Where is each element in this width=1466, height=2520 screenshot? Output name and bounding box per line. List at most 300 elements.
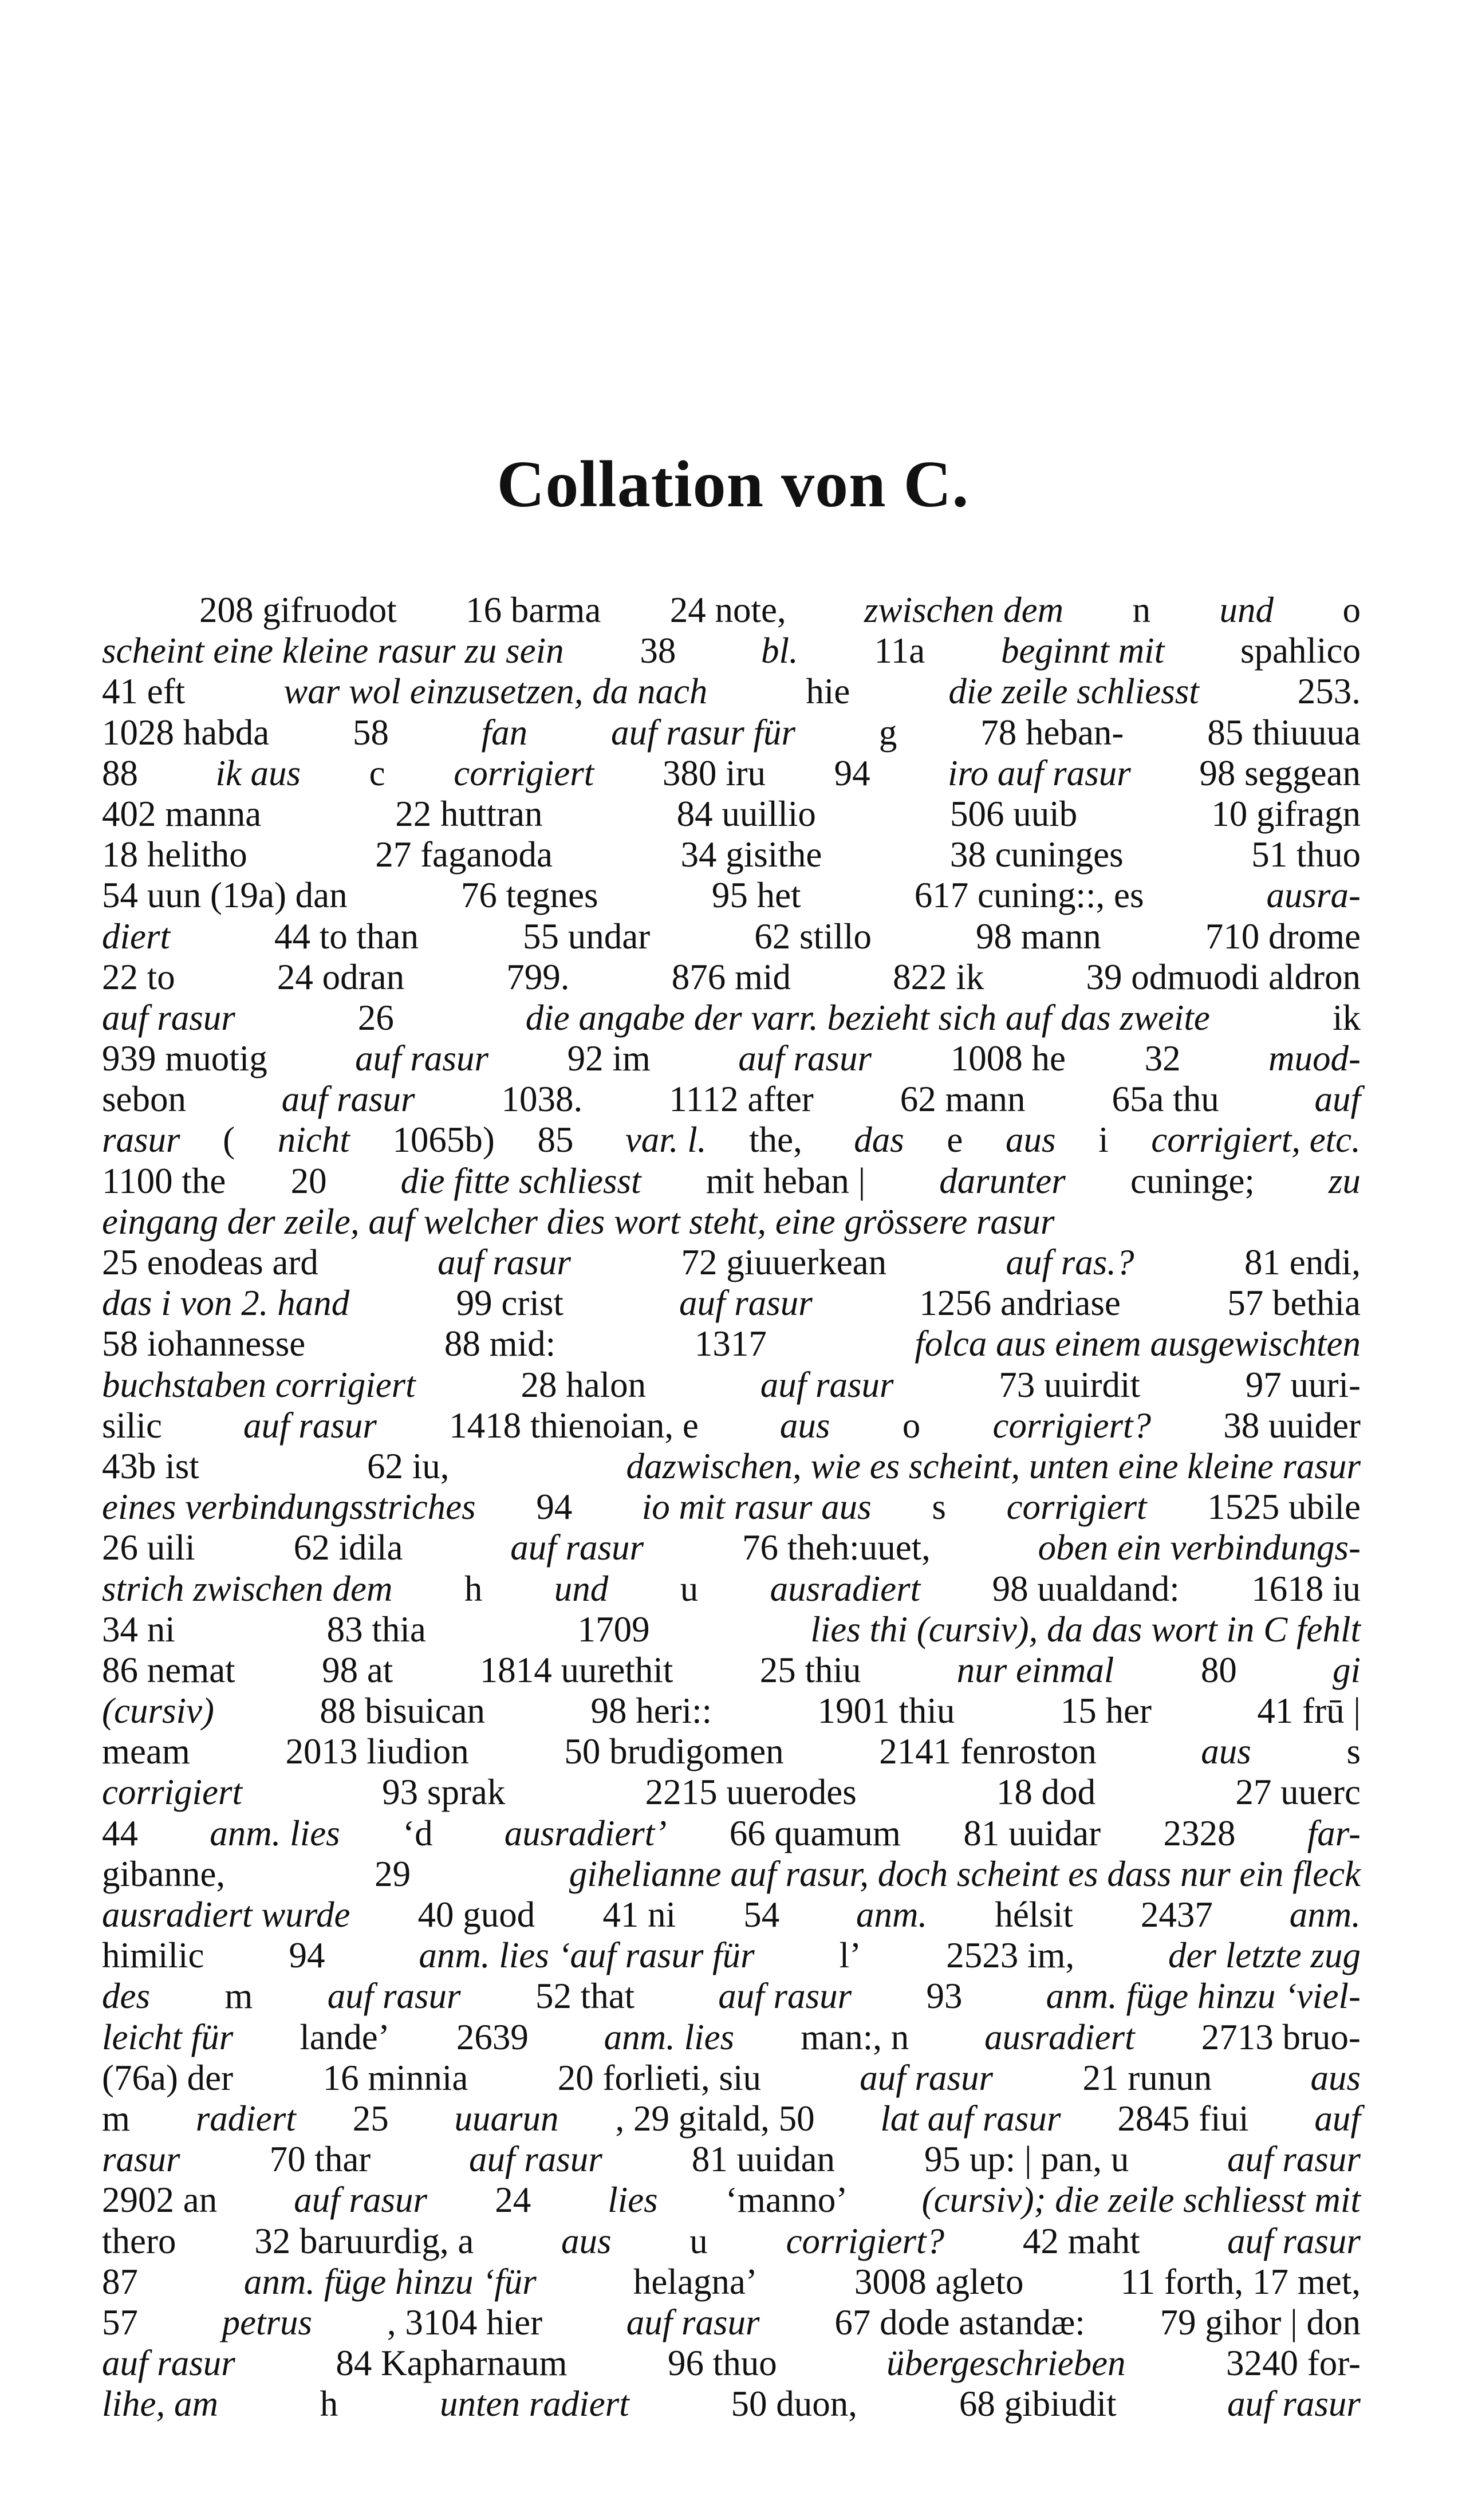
text-segment: 822 ik (893, 956, 984, 997)
text-segment: übergeschrieben (886, 2343, 1126, 2384)
text-segment: 65a thu (1112, 1079, 1228, 1120)
text-segment: der letzte zug (1168, 1935, 1361, 1976)
text-segment: s (932, 1487, 946, 1527)
text-line (102, 1405, 1361, 1446)
text-segment: anm. lies (604, 2017, 735, 2057)
text-segment: 92 im (567, 1038, 660, 1079)
text-segment: 98 seggean (1199, 753, 1361, 793)
text-segment: 62 idila (293, 1527, 412, 1568)
text-segment: auf rasur (243, 1405, 377, 1446)
text-segment: 86 nemat (102, 1649, 235, 1690)
text-segment: 10 gifragn (1211, 793, 1361, 834)
text-segment: meam (102, 1731, 190, 1772)
text-segment: 11 forth, 17 met, (1120, 2261, 1361, 2302)
text-segment: 2523 im, (946, 1935, 1083, 1976)
text-segment: 81 endi, (1244, 1242, 1361, 1282)
text-line (102, 2221, 1361, 2262)
text-segment: 28 halon (521, 1364, 655, 1405)
text-segment: ausra- (1266, 875, 1361, 916)
text-segment: 15 her (1060, 1691, 1152, 1731)
text-segment: 62 iu, (367, 1446, 459, 1486)
text-line (102, 2302, 1361, 2343)
text-segment: silic (102, 1405, 171, 1446)
text-segment: auf rasur (355, 1038, 488, 1079)
text-line (102, 1283, 1361, 1324)
text-line (102, 1650, 1361, 1691)
text-segment: 27 faganoda (375, 834, 553, 875)
text-line (102, 631, 1361, 671)
text-segment: lande’ (299, 2017, 390, 2057)
text-segment: g (878, 712, 897, 753)
text-line (102, 1691, 1361, 1731)
text-segment: 25 (352, 2098, 398, 2139)
text-segment: 34 ni (102, 1609, 175, 1649)
text-segment: 81 uuidar (963, 1813, 1101, 1853)
text-segment: 1008 he (950, 1038, 1066, 1079)
text-segment: 1256 andriase (919, 1283, 1121, 1324)
text-segment: 88 mid: (444, 1324, 556, 1364)
text-segment: 2713 bruo- (1201, 2017, 1361, 2057)
text-segment: anm. lies ‘auf rasur für (419, 1935, 755, 1976)
text-segment: 57 (102, 2302, 147, 2342)
text-segment: ausradiert wurde (102, 1895, 350, 1935)
text-line (102, 1120, 1361, 1160)
text-line (102, 1487, 1361, 1527)
text-segment: 20 forlieti, siu (557, 2057, 770, 2098)
text-segment: s (1346, 1731, 1361, 1772)
text-segment: thero (102, 2220, 176, 2261)
text-segment: auf rasur (510, 1527, 644, 1568)
text-segment: 1525 ubile (1207, 1487, 1361, 1527)
text-segment: auf rasur (626, 2302, 760, 2342)
text-segment: lat auf rasur (880, 2098, 1061, 2139)
text-segment: helagna’ (633, 2261, 758, 2302)
text-segment: auf rasur (102, 2343, 235, 2384)
text-segment: 58 (353, 712, 398, 753)
text-segment: 2141 fenroston (879, 1731, 1106, 1772)
text-segment: rasur (102, 2139, 180, 2180)
text-segment: auf rasur (679, 1283, 813, 1324)
text-segment: , 29 gitald, 50 (615, 2098, 824, 2139)
text-segment: 16 minnia (322, 2057, 468, 2098)
text-segment: 98 heri:: (590, 1691, 712, 1731)
text-segment: spahlico (1240, 631, 1361, 671)
text-segment: 57 bethia (1227, 1283, 1361, 1324)
text-segment: das (854, 1120, 904, 1160)
text-segment: l’ (839, 1935, 862, 1976)
text-segment: 1065b) (392, 1120, 495, 1160)
text-segment: strich zwischen dem (102, 1568, 393, 1609)
text-line (102, 1609, 1361, 1650)
text-segment: h (320, 2384, 338, 2424)
text-segment: 1112 after (669, 1079, 814, 1120)
text-segment: 51 thuo (1251, 834, 1361, 875)
text-segment: 1901 thiu (817, 1691, 955, 1731)
text-line (102, 1365, 1361, 1405)
text-segment: 16 barma (466, 590, 601, 630)
text-segment: gibanne, (102, 1853, 226, 1894)
text-segment: sebon (102, 1079, 195, 1120)
text-segment: 98 uualdand: (992, 1568, 1180, 1609)
text-line (102, 2343, 1361, 2384)
text-segment: 68 gibiudit (959, 2384, 1126, 2424)
text-segment: u (680, 1568, 699, 1609)
text-segment: rasur (102, 1120, 180, 1160)
text-segment: io mit rasur aus (641, 1487, 872, 1527)
text-segment: 52 that (535, 1976, 644, 2017)
text-segment: eines verbindungsstriches (102, 1487, 476, 1527)
text-segment: 11a (874, 631, 925, 671)
text-line (102, 2262, 1361, 2302)
text-segment: auf rasur (327, 1976, 461, 2017)
text-segment: anm. lies (210, 1813, 340, 1853)
text-segment: corrigiert? (992, 1405, 1151, 1446)
text-segment: ausradiert (770, 1568, 921, 1609)
text-segment: 38 cuninges (949, 834, 1124, 875)
text-line (102, 1976, 1361, 2017)
text-segment: i (1098, 1120, 1109, 1160)
text-segment: 1418 thienoian, e (449, 1405, 708, 1446)
text-segment: 2845 fiui (1117, 2098, 1258, 2139)
text-segment: 42 maht (1022, 2220, 1149, 2261)
text-segment: , 3104 hier (387, 2302, 551, 2342)
text-segment: o (902, 1405, 921, 1446)
text-segment: m (224, 1976, 253, 2017)
text-segment: 2437 (1140, 1895, 1222, 1935)
text-segment: 26 uili (102, 1527, 195, 1568)
text-segment: (cursiv) (102, 1691, 214, 1731)
text-segment: 22 huttran (395, 793, 543, 834)
text-segment: 21 runun (1082, 2057, 1221, 2098)
text-segment: 38 uuider (1223, 1405, 1361, 1446)
text-segment: 38 (640, 631, 685, 671)
text-line (102, 712, 1361, 753)
text-segment: 55 undar (523, 916, 651, 956)
text-segment: n (1132, 590, 1151, 630)
text-line (102, 590, 1361, 631)
text-segment: uuarun (454, 2098, 559, 2139)
text-segment: 617 cuning::, es (914, 875, 1153, 916)
text-segment: aus (1201, 1731, 1251, 1772)
text-line (102, 1935, 1361, 1976)
text-segment: 41 ni (602, 1895, 676, 1935)
text-line (102, 1569, 1361, 1609)
text-segment: 939 muotig (102, 1038, 277, 1079)
text-segment: 88 (102, 753, 147, 793)
text-segment: 1618 iu (1251, 1568, 1361, 1609)
text-line (102, 753, 1361, 794)
text-segment: aus (1310, 2057, 1361, 2098)
text-segment: 1038. (501, 1079, 583, 1120)
text-segment: ( (223, 1120, 235, 1160)
text-line (102, 916, 1361, 957)
text-line (102, 671, 1361, 712)
text-segment: leicht für (102, 2017, 234, 2057)
text-segment: 26 (357, 997, 403, 1038)
text-segment: 94 (834, 753, 880, 793)
text-segment: 24 odran (277, 956, 405, 997)
text-segment: (cursiv); die zeile schliesst mit (921, 2180, 1361, 2220)
text-segment: 80 (1200, 1649, 1246, 1690)
text-segment: die zeile schliesst (948, 671, 1199, 712)
text-segment: 58 iohannesse (102, 1324, 306, 1364)
text-segment: gi (1332, 1649, 1361, 1690)
text-segment: 94 (289, 1935, 334, 1976)
text-segment: 24 note, (669, 590, 795, 630)
text-line (102, 875, 1361, 916)
text-segment: ausradiert’ (504, 1813, 667, 1853)
text-segment: 208 gifruodot (199, 590, 397, 630)
text-segment: 25 thiu (759, 1649, 870, 1690)
text-segment: 3240 for- (1226, 2343, 1361, 2384)
text-segment: 98 mann (976, 916, 1101, 956)
text-line (102, 2098, 1361, 2139)
text-segment: 41 eft (102, 671, 186, 712)
text-segment: auf rasur (1227, 2139, 1361, 2180)
text-segment: corrigiert (1006, 1487, 1147, 1527)
text-segment: 76 theh:uuet, (742, 1527, 940, 1568)
text-segment: auf rasur (438, 1242, 571, 1282)
text-segment: 20 (290, 1160, 336, 1201)
text-segment: 43b ist (102, 1446, 199, 1486)
text-segment: 1028 habda (102, 712, 270, 753)
text-segment: corrigiert, etc. (1151, 1120, 1361, 1160)
text-segment: 710 drome (1205, 916, 1361, 956)
text-segment: 62 stillo (754, 916, 872, 956)
text-segment: das i von 2. hand (102, 1283, 350, 1324)
text-line (102, 2384, 1361, 2424)
text-segment: mit heban | (706, 1160, 875, 1201)
text-segment: 44 (102, 1813, 147, 1853)
text-segment: auf rasur (860, 2057, 994, 2098)
text-segment: 87 (102, 2261, 147, 2302)
text-segment: h (464, 1568, 483, 1609)
text-segment: zu (1328, 1160, 1361, 1201)
text-line (102, 1446, 1361, 1487)
text-segment: 18 helitho (102, 834, 247, 875)
text-segment: 799. (506, 956, 570, 997)
text-segment: und (554, 1568, 609, 1609)
text-line (102, 1079, 1361, 1120)
text-segment: 84 Kapharnaum (336, 2343, 568, 2384)
text-segment: buchstaben corrigiert (102, 1364, 416, 1405)
text-segment: auf (1314, 2098, 1361, 2139)
text-segment: 1709 (577, 1609, 659, 1649)
text-segment: 27 uuerc (1235, 1772, 1361, 1813)
text-line (102, 1527, 1361, 1568)
text-segment: aus (561, 2220, 612, 2261)
text-segment: beginnt mit (1000, 631, 1165, 671)
text-segment: scheint eine kleine rasur zu sein (102, 631, 564, 671)
text-segment: 44 to than (274, 916, 419, 956)
text-segment: 99 crist (456, 1283, 573, 1324)
text-segment: ‘manno’ (725, 2180, 854, 2220)
text-line (102, 957, 1361, 998)
text-segment: 93 sprak (382, 1772, 506, 1813)
text-segment: auf rasur (1227, 2220, 1361, 2261)
text-segment: 402 manna (102, 793, 262, 834)
text-segment: aus (1005, 1120, 1056, 1160)
text-segment: 39 odmuodi aldron (1086, 956, 1361, 997)
text-segment: cuninge; (1130, 1160, 1264, 1201)
text-segment: 253. (1297, 671, 1361, 712)
text-segment: 85 (537, 1120, 583, 1160)
text-segment: 81 uuidan (691, 2139, 836, 2180)
text-segment: dazwischen, wie es scheint, unten eine kleine rasur (626, 1446, 1361, 1486)
text-segment: 62 mann (900, 1079, 1026, 1120)
text-segment: 1100 the (102, 1160, 226, 1201)
text-segment: 78 heban- (980, 712, 1124, 753)
text-segment: 50 duon, (731, 2384, 858, 2424)
text-segment: auf rasur (1227, 2384, 1361, 2424)
text-segment: oben ein verbindungs- (1038, 1527, 1361, 1568)
text-segment: nicht (277, 1120, 350, 1160)
text-segment: 25 enodeas ard (102, 1242, 328, 1282)
text-segment: 97 uuri- (1245, 1364, 1361, 1405)
text-segment: aus (779, 1405, 830, 1446)
text-segment: ‘d (403, 1813, 442, 1853)
text-segment: 22 to (102, 956, 175, 997)
text-segment: auf rasur (102, 997, 235, 1038)
text-segment: bl. (760, 631, 798, 671)
text-segment: folca aus einem ausgewischten (915, 1324, 1361, 1364)
text-line (102, 834, 1361, 875)
text-segment: 3008 agleto (854, 2261, 1024, 2302)
text-segment: unten radiert (440, 2384, 629, 2424)
text-segment: auf rasur (760, 1364, 894, 1405)
text-segment: fan (481, 712, 528, 753)
text-segment: 93 (926, 1976, 972, 2017)
text-segment: e (947, 1120, 963, 1160)
text-segment: diert (102, 916, 170, 956)
text-segment: 95 up: | pan, u (924, 2139, 1138, 2180)
text-segment: gihelianne auf rasur, doch scheint es dass nur ein fleck (569, 1853, 1361, 1894)
text-segment: man:, n (801, 2017, 918, 2057)
text-segment: o (1342, 590, 1361, 630)
text-segment: auf rasur (469, 2139, 602, 2180)
text-segment: 84 uuillio (676, 793, 816, 834)
text-segment: auf rasur für (610, 712, 796, 753)
text-segment: 18 dod (996, 1772, 1096, 1813)
text-line (102, 1202, 1361, 1242)
text-segment: 1317 (694, 1324, 776, 1364)
text-line (102, 1813, 1361, 1854)
text-segment: radiert (195, 2098, 296, 2139)
text-segment: lies thi (cursiv), da das wort in C fehlt (810, 1609, 1361, 1649)
text-segment: 506 uuib (949, 793, 1078, 834)
text-segment: auf ras.? (1006, 1242, 1134, 1282)
text-segment: auf rasur (738, 1038, 872, 1079)
text-line (102, 2058, 1361, 2098)
text-segment: 1814 uurethit (479, 1649, 673, 1690)
collation-text (102, 590, 1361, 2424)
text-segment: hie (806, 671, 850, 712)
text-segment: 72 giuuerkean (681, 1242, 896, 1282)
text-segment: m (102, 2098, 139, 2139)
text-segment: war wol einzusetzen, da nach (283, 671, 708, 712)
text-segment: 2215 uuerodes (645, 1772, 857, 1813)
text-segment: iro auf rasur (948, 753, 1131, 793)
text-segment: anm. füge hinzu ‘viel- (1046, 1976, 1361, 2017)
text-segment: 88 bisuican (320, 1691, 486, 1731)
text-segment: 380 iru (662, 753, 766, 793)
text-line (102, 1161, 1361, 1202)
text-segment: nur einmal (956, 1649, 1114, 1690)
text-segment: 76 tegnes (460, 875, 598, 916)
text-segment: u (689, 2220, 708, 2261)
text-segment: 2902 an (102, 2180, 226, 2220)
page-title: Collation von C. (496, 448, 970, 521)
text-segment: the, (749, 1120, 811, 1160)
text-segment: auf rasur (718, 1976, 852, 2017)
text-segment: petrus (222, 2302, 313, 2342)
text-segment: hélsit (995, 1895, 1073, 1935)
text-line (102, 2180, 1361, 2220)
text-line (102, 998, 1361, 1038)
text-segment: ik aus (215, 753, 301, 793)
text-segment: var. l. (625, 1120, 707, 1160)
text-segment: 73 uuirdit (999, 1364, 1141, 1405)
text-segment: 34 gisithe (680, 834, 822, 875)
text-segment: die angabe der varr. bezieht sich auf das zweite (525, 997, 1210, 1038)
text-line (102, 794, 1361, 834)
text-segment: 2639 (456, 2017, 538, 2057)
text-segment: 95 het (711, 875, 801, 916)
text-segment: lihe, am (102, 2384, 218, 2424)
text-segment: anm. füge hinzu ‘für (243, 2261, 537, 2302)
text-segment: ausradiert (984, 2017, 1135, 2057)
text-segment: lies (608, 2180, 658, 2220)
text-segment: auf rasur (281, 1079, 415, 1120)
text-segment: 67 dode astandæ: (834, 2302, 1085, 2342)
text-segment: 98 at (322, 1649, 393, 1690)
text-segment: 79 gihor | don (1160, 2302, 1361, 2342)
text-segment: 2328 (1163, 1813, 1245, 1853)
text-segment: 83 thia (326, 1609, 426, 1649)
text-line (102, 1854, 1361, 1895)
text-segment: 24 (495, 2180, 540, 2220)
text-segment: himilic (102, 1935, 204, 1976)
text-segment: muod- (1268, 1038, 1361, 1079)
text-line (102, 1242, 1361, 1283)
text-segment: 40 guod (417, 1895, 535, 1935)
text-segment: zwischen dem (864, 590, 1064, 630)
text-segment: corrigiert? (786, 2220, 945, 2261)
text-segment: darunter (939, 1160, 1066, 1201)
text-segment: auf rasur (294, 2180, 427, 2220)
text-segment: eingang der zeile, auf welcher dies wort steht, eine grössere rasur (102, 1201, 1055, 1242)
text-segment: 29 (375, 1853, 420, 1894)
text-segment: 54 uun (19a) dan (102, 875, 348, 916)
text-segment: die fitte schliesst (400, 1160, 641, 1201)
text-line (102, 1324, 1361, 1364)
text-segment: 94 (536, 1487, 582, 1527)
text-line (102, 1731, 1361, 1772)
text-segment: corrigiert (454, 753, 594, 793)
text-line (102, 1895, 1361, 1935)
text-segment: far- (1307, 1813, 1361, 1853)
text-segment: 32 baruurdig, a (254, 2220, 483, 2261)
text-segment: 50 brudigomen (564, 1731, 784, 1772)
text-segment: des (102, 1976, 150, 2017)
text-segment: 70 thar (269, 2139, 380, 2180)
text-segment: ik (1332, 997, 1361, 1038)
text-segment: c (369, 753, 385, 793)
text-segment: auf (1314, 1079, 1361, 1120)
text-segment: 96 thuo (667, 2343, 786, 2384)
text-segment: corrigiert (102, 1772, 242, 1813)
text-segment: 2013 liudion (285, 1731, 469, 1772)
